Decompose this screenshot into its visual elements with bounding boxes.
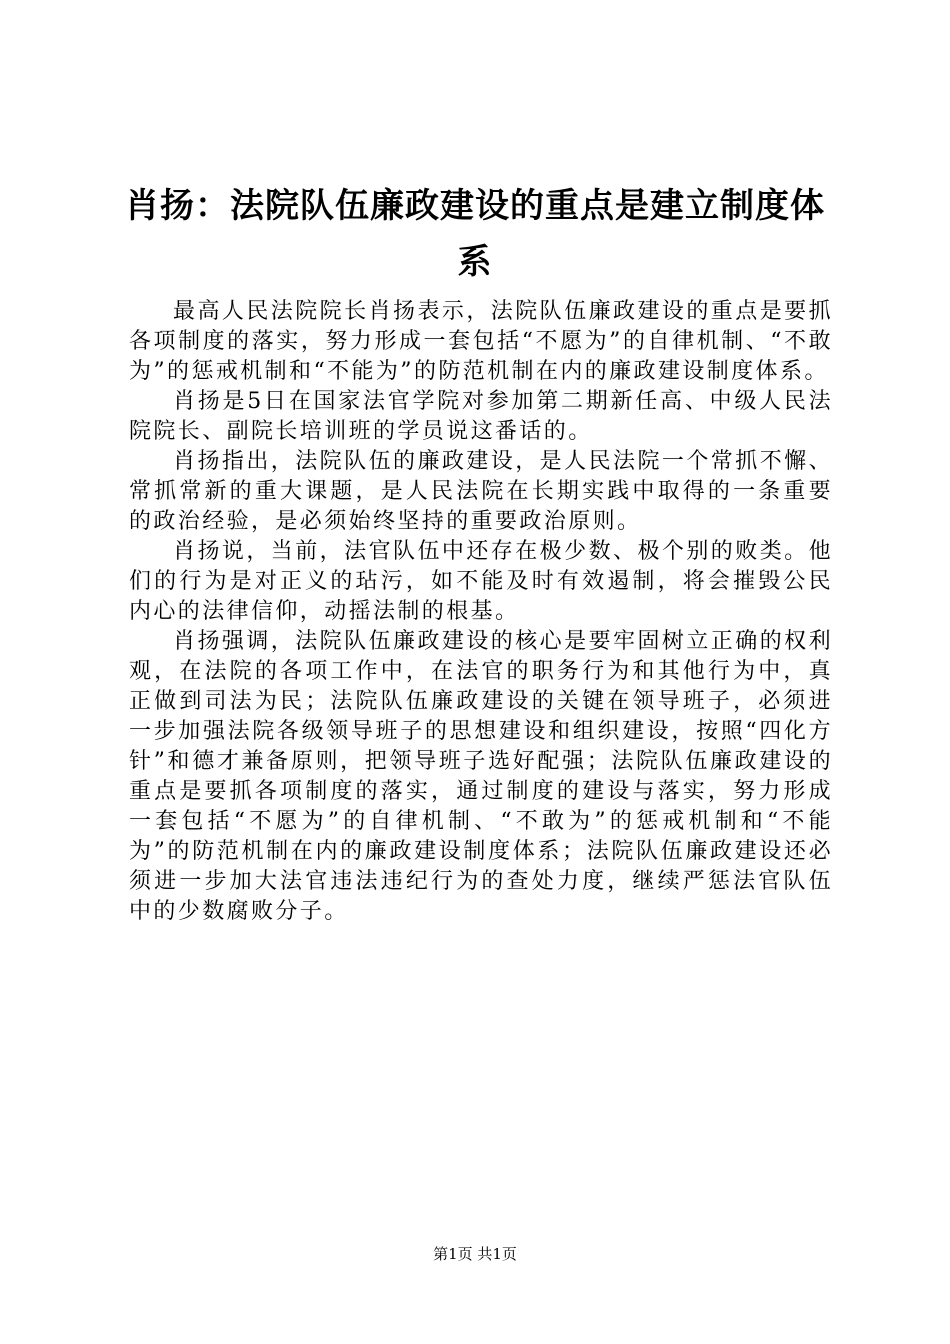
paragraph-1: 最高人民法院院长肖扬表示，法院队伍廉政建设的重点是要抓各项制度的落实，努力形成一套包括“不愿为”的自律机制、“不敢为”的惩戒机制和“不能为”的防范机制在内的廉政建设制度体系。 <box>129 299 833 384</box>
paragraph-3: 肖扬指出，法院队伍的廉政建设，是人民法院一个常抓不懈、常抓常新的重大课题，是人民法院在长期实践中取得的一条重要的政治经验，是必须始终坚持的重要政治原则。 <box>129 449 833 534</box>
page-footer: 第1页 共1页 <box>433 1245 517 1263</box>
paragraph-2: 肖扬是5日在国家法官学院对参加第二期新任高、中级人民法院院长、副院长培训班的学员说这番话的。 <box>129 389 833 444</box>
document-title: 肖扬：法院队伍廉政建设的重点是建立制度体系 <box>125 186 825 282</box>
paragraph-4: 肖扬说，当前，法官队伍中还存在极少数、极个别的败类。他们的行为是对正义的玷污，如不能及时有效遏制，将会摧毁公民内心的法律信仰，动摇法制的根基。 <box>129 539 833 624</box>
document-body <box>129 297 833 927</box>
paragraph-5: 肖扬强调，法院队伍廉政建设的核心是要牢固树立正确的权利观，在法院的各项工作中，在法官的职务行为和其他行为中，真正做到司法为民；法院队伍廉政建设的关键在领导班子，必须进一步加强法院各级领导班子的思想建设和组织建设，按照“四化方针”和德才兼备原则，把领导班子选好配强；法院队伍廉政建设的重点是要抓各项制度的落实，通过制度的建设与落实，努力形成一套包括“不愿为”的自律机制、“不敢为”的惩戒机制和“不能为”的防范机制在内的廉政建设制度体系；法院队伍廉政建设还必须进一步加大法官违法违纪行为的查处力度，继续严惩法官队伍中的少数腐败分子。 <box>129 629 833 924</box>
